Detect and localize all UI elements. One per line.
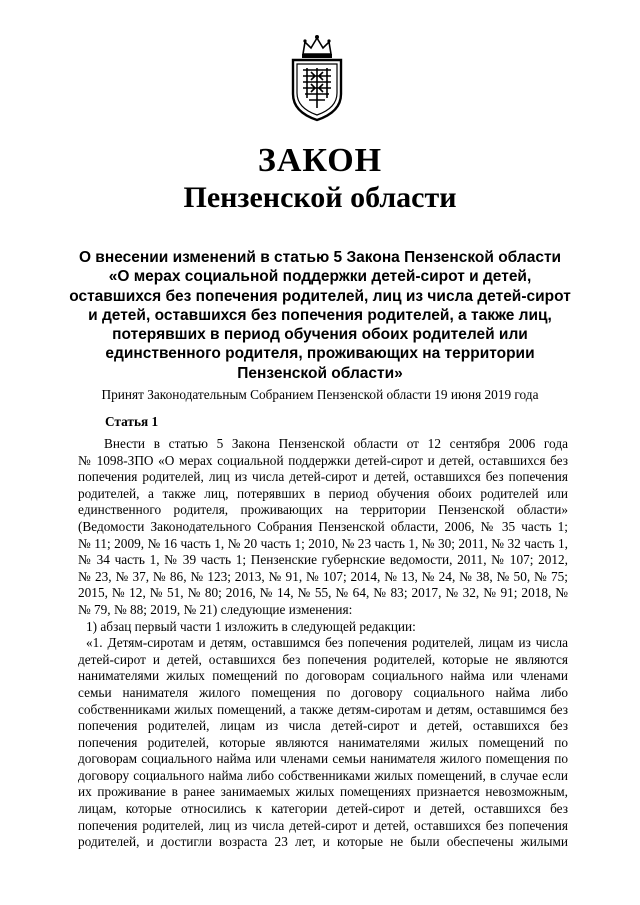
body-line: 1) абзац первый части 1 изложить в следующей редакции: (86, 618, 416, 634)
body-line: договорам социального найма или членами семьи нанимателя жилого помещения по (78, 751, 568, 767)
body-line: нанимателями жилых помещений по договорам социального найма или членами (78, 668, 568, 684)
heading-line: «О мерах социальной поддержки детей-сирот и детей, (108, 268, 532, 286)
heading-line: оставшихся без попечения родителей, лиц из числа детей-сирот (69, 287, 571, 305)
heading-line: единственного родителя, проживающих на территории (105, 345, 535, 363)
law-heading (60, 248, 580, 383)
body-line: (Ведомости Законодательного Собрания Пензенской области, 2006, № 35 часть 1; (78, 518, 568, 534)
body-line: попечения родителей, лиц из числа детей-сирот и детей, оставшихся без попечения (78, 469, 568, 485)
body-line: № 79, № 88; 2019, № 21) следующие изменения: (78, 601, 353, 617)
body-line: договору социального найма либо собственниками жилых помещений, в случае если (78, 767, 568, 783)
heading-line: и детей, оставшихся без попечения родителей, а также лиц, (88, 306, 552, 324)
body-line: № 1098-ЗПО «О мерах социальной поддержки детей-сирот и детей, оставшихся без (78, 452, 568, 468)
body-line: «1. Детям-сиротам и детям, оставшимся без попечения родителей, лицам из числа (86, 635, 568, 651)
article-body (78, 436, 568, 851)
body-line: 2015, № 12, № 51, № 80; 2016, № 14, № 55, № 64, № 83; 2017, № 32, № 91; 2018, № (78, 585, 568, 601)
body-line: № 23, № 37, № 86, № 123; 2013, № 91, № 107; 2014, № 13, № 24, № 38, № 50, № 75; (78, 568, 568, 584)
body-line: их проживание в ранее занимаемых жилых помещениях признается невозможным, (78, 784, 568, 800)
body-line: попечения родителей, лицам из числа детей-сирот и детей, оставшихся без (78, 718, 568, 734)
document-subtitle: Пензенской области (183, 181, 457, 214)
body-line: собственниками жилых помещений, а также детям-сиротам и детям, оставшимся без (78, 701, 568, 717)
body-line: лицам, которые относились к категории детей-сирот и детей, оставшихся без (78, 801, 568, 817)
body-line: единственного родителя, проживающих на территории Пензенской области» (78, 502, 568, 518)
adoption-note: Принят Законодательным Собранием Пензенской области 19 июня 2019 года (101, 387, 539, 402)
penza-coat-of-arms-icon (285, 32, 349, 122)
body-line: детей-сирот и детей, оставшихся без попечения родителей, которые не являются (78, 651, 568, 667)
body-line: попечения родителей, которые являются нанимателями жилых помещений по (78, 734, 568, 750)
heading-line: Пензенской области» (237, 364, 403, 382)
article-title: Статья 1 (105, 414, 159, 429)
heading-line: потерявших в период обучения обоих родителей или (112, 326, 528, 344)
body-line: попечения родителей, лиц из числа детей-сирот и детей, оставшихся без попечения (78, 817, 568, 833)
body-line: Внести в статью 5 Закона Пензенской области от 12 сентября 2006 года (104, 436, 568, 451)
body-line: семьи нанимателя жилого помещения по договору социального найма либо (78, 684, 568, 700)
body-line: родителей, а также лиц, потерявших в период обучения обоих родителей или (78, 485, 568, 501)
document-title: ЗАКОН (257, 142, 383, 179)
body-line: № 34 часть 1, № 39 часть 1; Пензенские губернские ведомости, 2011, № 107; 2012, (78, 552, 568, 568)
heading-line: О внесении изменений в статью 5 Закона Пензенской области (78, 249, 562, 266)
body-line: родителей, и достигли возраста 23 лет, и которые не были обеспечены жилыми (78, 834, 568, 850)
body-line: № 11; 2009, № 16 часть 1, № 20 часть 1; 2010, № 23 часть 1, № 30; 2011, № 32 часть 1, (78, 535, 568, 551)
